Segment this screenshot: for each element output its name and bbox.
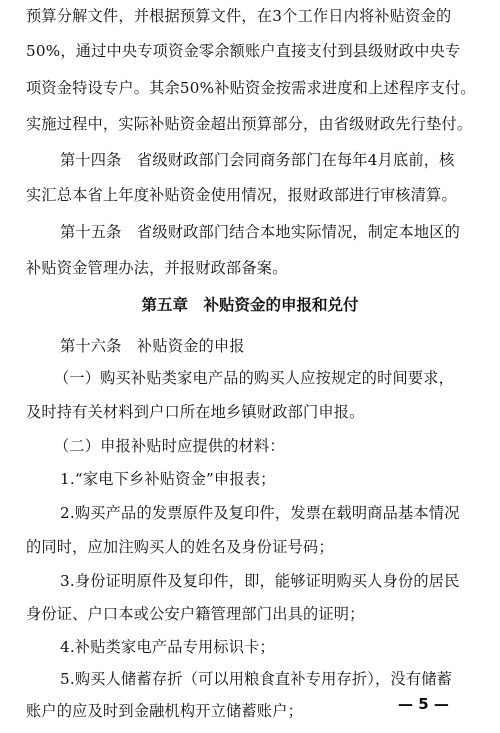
list-item: 3.身份证明原件及复印件，即，能够证明购买人身份的居民: [60, 572, 460, 590]
text-line: （二）申报补贴时应提供的材料：: [54, 437, 285, 455]
text-line: （一）购买补贴类家电产品的购买人应按规定的时间要求，: [54, 369, 455, 387]
text-line: 的同时，应加注购买人的姓名及身份证号码；: [26, 538, 334, 556]
article-16-title: 第十六条 补贴资金的申报: [60, 337, 245, 355]
text-line: 实施过程中，实际补贴资金超出预算部分，由省级财政先行垫付。: [26, 115, 473, 133]
page-number: — 5 —: [398, 695, 449, 713]
text-line: 预算分解文件，并根据预算文件，在3个工作日内将补贴资金的: [26, 7, 452, 25]
article-14-line: 第十四条 省级财政部门会同商务部门在每年4月底前，核: [60, 151, 455, 169]
list-item: 4.补贴类家电产品专用标识卡；: [60, 638, 275, 656]
text-line: 实汇总本省上年度补贴资金使用情况，报财政部进行审核清算。: [26, 186, 457, 204]
text-line: 账户的应及时到金融机构开立储蓄账户；: [26, 702, 303, 720]
list-item: 1.“家电下乡补贴资金”申报表；: [60, 470, 276, 488]
text-line: 及时持有关材料到户口所在地乡镇财政部门申报。: [26, 403, 365, 421]
list-item: 5.购买人储蓄存折（可以用粮食直补专用存折），没有储蓄: [60, 670, 452, 688]
chapter-heading: 第五章 补贴资金的申报和兑付: [141, 296, 359, 314]
text-line: 50%，通过中央专项资金零余额账户直接支付到县级财政中央专: [26, 42, 461, 60]
text-line: 身份证、户口本或公安户籍管理部门出具的证明；: [26, 605, 365, 623]
text-line: 补贴资金管理办法，并报财政部备案。: [26, 259, 288, 277]
list-item: 2.购买产品的发票原件及复印件，发票在载明商品基本情况: [60, 504, 460, 522]
text-line: 项资金特设专户。其余50%补贴资金按需求进度和上述程序支付。: [26, 79, 476, 97]
article-15-line: 第十五条 省级财政部门结合本地实际情况，制定本地区的: [60, 223, 461, 241]
